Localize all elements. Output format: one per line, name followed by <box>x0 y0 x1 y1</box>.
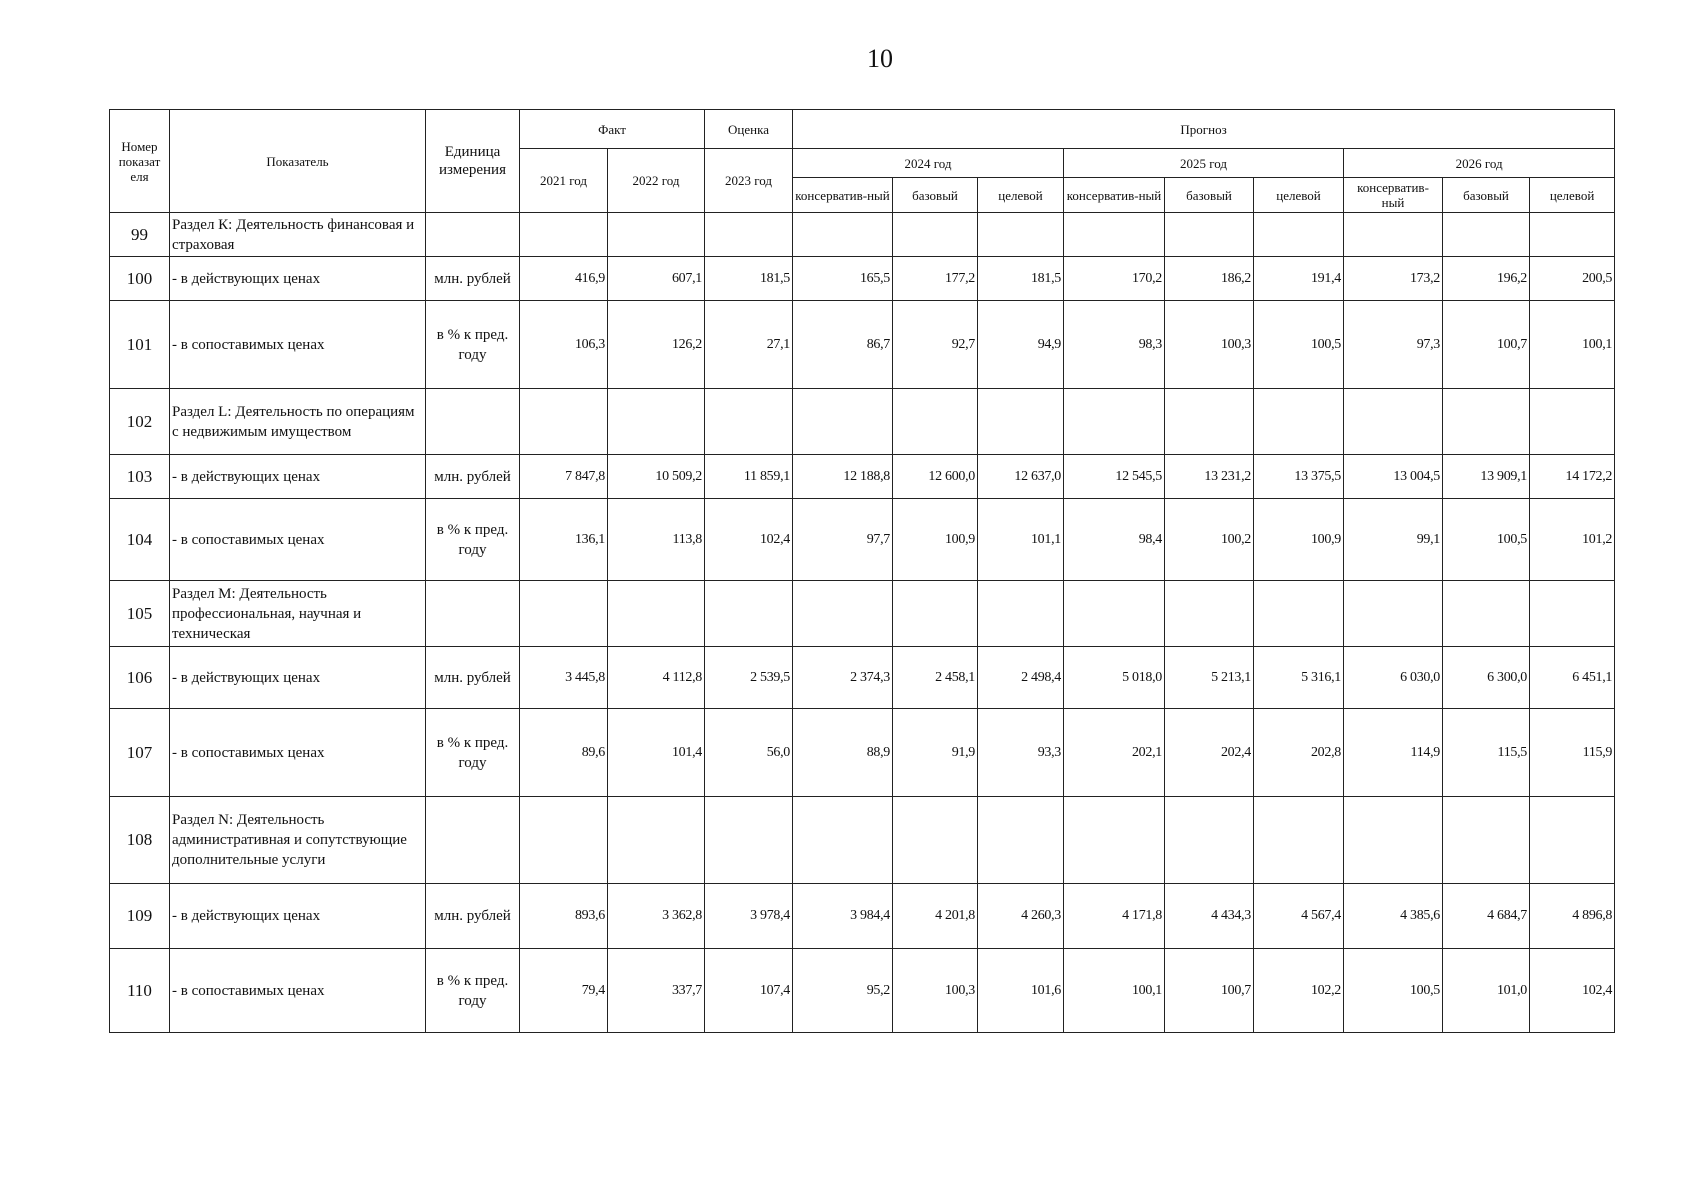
value-cell: 106,3 <box>520 301 608 389</box>
indicator-label: - в действующих ценах <box>170 884 426 949</box>
unit-cell <box>426 213 520 257</box>
value-cell: 181,5 <box>978 257 1064 301</box>
header-2024-target: целевой <box>978 178 1064 213</box>
value-cell: 97,3 <box>1344 301 1443 389</box>
value-cell <box>1530 389 1615 455</box>
value-cell: 56,0 <box>705 709 793 797</box>
table-row <box>110 647 1615 709</box>
unit-cell: в % к пред. году <box>426 499 520 581</box>
value-cell: 4 112,8 <box>608 647 705 709</box>
indicator-label: - в действующих ценах <box>170 257 426 301</box>
value-cell: 3 362,8 <box>608 884 705 949</box>
unit-cell <box>426 581 520 647</box>
row-number: 110 <box>110 949 170 1033</box>
value-cell: 100,7 <box>1443 301 1530 389</box>
unit-cell: млн. рублей <box>426 884 520 949</box>
forecast-table <box>109 109 1615 1033</box>
table-row <box>110 213 1615 257</box>
table-row <box>110 455 1615 499</box>
value-cell: 101,6 <box>978 949 1064 1033</box>
value-cell <box>520 581 608 647</box>
value-cell: 5 018,0 <box>1064 647 1165 709</box>
value-cell: 337,7 <box>608 949 705 1033</box>
value-cell <box>893 389 978 455</box>
unit-cell <box>426 797 520 884</box>
value-cell <box>705 581 793 647</box>
value-cell: 101,4 <box>608 709 705 797</box>
unit-cell: в % к пред. году <box>426 709 520 797</box>
row-number: 103 <box>110 455 170 499</box>
value-cell: 89,6 <box>520 709 608 797</box>
value-cell: 126,2 <box>608 301 705 389</box>
value-cell: 4 434,3 <box>1165 884 1254 949</box>
value-cell: 173,2 <box>1344 257 1443 301</box>
value-cell: 102,2 <box>1254 949 1344 1033</box>
row-number: 109 <box>110 884 170 949</box>
header-2024-base: базовый <box>893 178 978 213</box>
value-cell: 2 539,5 <box>705 647 793 709</box>
value-cell <box>1344 797 1443 884</box>
indicator-label: - в сопоставимых ценах <box>170 709 426 797</box>
value-cell: 14 172,2 <box>1530 455 1615 499</box>
indicator-label: Раздел К: Деятельность финансовая и страховая <box>170 213 426 257</box>
header-year-2021: 2021 год <box>520 149 608 213</box>
indicator-label: - в действующих ценах <box>170 647 426 709</box>
row-number: 108 <box>110 797 170 884</box>
row-number: 105 <box>110 581 170 647</box>
value-cell: 4 567,4 <box>1254 884 1344 949</box>
value-cell <box>893 213 978 257</box>
value-cell: 94,9 <box>978 301 1064 389</box>
value-cell <box>705 797 793 884</box>
header-2025-target: целевой <box>1254 178 1344 213</box>
value-cell: 100,9 <box>1254 499 1344 581</box>
value-cell: 177,2 <box>893 257 978 301</box>
value-cell: 202,1 <box>1064 709 1165 797</box>
value-cell: 88,9 <box>793 709 893 797</box>
unit-cell: в % к пред. году <box>426 949 520 1033</box>
value-cell: 607,1 <box>608 257 705 301</box>
value-cell: 92,7 <box>893 301 978 389</box>
value-cell: 13 375,5 <box>1254 455 1344 499</box>
value-cell: 4 684,7 <box>1443 884 1530 949</box>
indicator-label: - в действующих ценах <box>170 455 426 499</box>
value-cell: 100,3 <box>1165 301 1254 389</box>
value-cell: 10 509,2 <box>608 455 705 499</box>
value-cell <box>1344 213 1443 257</box>
value-cell <box>608 389 705 455</box>
value-cell: 4 385,6 <box>1344 884 1443 949</box>
value-cell <box>1165 213 1254 257</box>
value-cell: 79,4 <box>520 949 608 1033</box>
value-cell <box>1254 389 1344 455</box>
value-cell: 101,2 <box>1530 499 1615 581</box>
value-cell <box>978 213 1064 257</box>
value-cell: 13 231,2 <box>1165 455 1254 499</box>
value-cell: 12 600,0 <box>893 455 978 499</box>
value-cell: 5 316,1 <box>1254 647 1344 709</box>
value-cell <box>1443 389 1530 455</box>
value-cell: 186,2 <box>1165 257 1254 301</box>
unit-cell: млн. рублей <box>426 257 520 301</box>
header-year-2022: 2022 год <box>608 149 705 213</box>
row-number: 102 <box>110 389 170 455</box>
value-cell: 893,6 <box>520 884 608 949</box>
value-cell: 200,5 <box>1530 257 1615 301</box>
value-cell: 2 498,4 <box>978 647 1064 709</box>
indicator-label: - в сопоставимых ценах <box>170 499 426 581</box>
value-cell <box>1530 213 1615 257</box>
value-cell <box>520 389 608 455</box>
value-cell: 170,2 <box>1064 257 1165 301</box>
header-2025-conservative: консерватив-ный <box>1064 178 1165 213</box>
value-cell: 107,4 <box>705 949 793 1033</box>
header-indicator: Показатель <box>170 110 426 213</box>
row-number: 100 <box>110 257 170 301</box>
value-cell: 191,4 <box>1254 257 1344 301</box>
row-number: 107 <box>110 709 170 797</box>
unit-cell <box>426 389 520 455</box>
value-cell: 98,4 <box>1064 499 1165 581</box>
value-cell <box>793 581 893 647</box>
value-cell: 91,9 <box>893 709 978 797</box>
row-number: 106 <box>110 647 170 709</box>
header-unit: Единица измерения <box>426 110 520 213</box>
table-row <box>110 499 1615 581</box>
value-cell <box>1443 581 1530 647</box>
value-cell <box>1344 389 1443 455</box>
indicator-label: Раздел L: Деятельность по операциям с недвижимым имуществом <box>170 389 426 455</box>
value-cell: 4 896,8 <box>1530 884 1615 949</box>
value-cell <box>1344 581 1443 647</box>
value-cell <box>793 389 893 455</box>
value-cell <box>1254 213 1344 257</box>
value-cell: 2 458,1 <box>893 647 978 709</box>
value-cell: 86,7 <box>793 301 893 389</box>
value-cell: 6 030,0 <box>1344 647 1443 709</box>
value-cell <box>705 213 793 257</box>
value-cell: 12 545,5 <box>1064 455 1165 499</box>
value-cell: 115,9 <box>1530 709 1615 797</box>
value-cell: 5 213,1 <box>1165 647 1254 709</box>
header-year-2023: 2023 год <box>705 149 793 213</box>
value-cell: 95,2 <box>793 949 893 1033</box>
value-cell: 100,3 <box>893 949 978 1033</box>
value-cell: 101,1 <box>978 499 1064 581</box>
header-2026-target: целевой <box>1530 178 1615 213</box>
table-row <box>110 949 1615 1033</box>
value-cell <box>1165 581 1254 647</box>
value-cell <box>793 797 893 884</box>
value-cell: 4 171,8 <box>1064 884 1165 949</box>
unit-cell: в % к пред. году <box>426 301 520 389</box>
indicator-label: Раздел N: Деятельность административная и сопутствующие дополнительные услуги <box>170 797 426 884</box>
value-cell: 100,1 <box>1530 301 1615 389</box>
value-cell: 3 984,4 <box>793 884 893 949</box>
value-cell: 100,7 <box>1165 949 1254 1033</box>
value-cell <box>1530 797 1615 884</box>
value-cell: 202,8 <box>1254 709 1344 797</box>
header-number: Номер показат еля <box>110 110 170 213</box>
value-cell <box>608 213 705 257</box>
value-cell: 4 260,3 <box>978 884 1064 949</box>
value-cell: 100,2 <box>1165 499 1254 581</box>
value-cell <box>1064 389 1165 455</box>
value-cell: 100,5 <box>1254 301 1344 389</box>
header-fact: Факт <box>520 110 705 149</box>
table-row <box>110 581 1615 647</box>
value-cell: 100,9 <box>893 499 978 581</box>
row-number: 104 <box>110 499 170 581</box>
value-cell: 102,4 <box>705 499 793 581</box>
unit-cell: млн. рублей <box>426 647 520 709</box>
value-cell <box>1254 797 1344 884</box>
value-cell: 13 909,1 <box>1443 455 1530 499</box>
value-cell: 27,1 <box>705 301 793 389</box>
header-year-2024: 2024 год <box>793 149 1064 178</box>
value-cell <box>1443 213 1530 257</box>
header-2026-conservative: консерватив-ный <box>1344 178 1443 213</box>
value-cell: 196,2 <box>1443 257 1530 301</box>
header-2025-base: базовый <box>1165 178 1254 213</box>
table-row <box>110 257 1615 301</box>
value-cell: 98,3 <box>1064 301 1165 389</box>
table-row <box>110 797 1615 884</box>
value-cell <box>978 389 1064 455</box>
value-cell <box>978 797 1064 884</box>
value-cell: 100,1 <box>1064 949 1165 1033</box>
unit-cell: млн. рублей <box>426 455 520 499</box>
value-cell <box>1165 389 1254 455</box>
value-cell <box>1530 581 1615 647</box>
value-cell: 165,5 <box>793 257 893 301</box>
value-cell <box>793 213 893 257</box>
table-body <box>110 213 1615 1033</box>
value-cell: 13 004,5 <box>1344 455 1443 499</box>
value-cell <box>608 797 705 884</box>
value-cell: 114,9 <box>1344 709 1443 797</box>
value-cell: 7 847,8 <box>520 455 608 499</box>
table-row <box>110 301 1615 389</box>
value-cell: 3 445,8 <box>520 647 608 709</box>
header-2024-conservative: консерватив-ный <box>793 178 893 213</box>
header-2026-base: базовый <box>1443 178 1530 213</box>
value-cell <box>1064 213 1165 257</box>
value-cell <box>520 797 608 884</box>
value-cell: 102,4 <box>1530 949 1615 1033</box>
header-estimate: Оценка <box>705 110 793 149</box>
value-cell: 12 637,0 <box>978 455 1064 499</box>
value-cell <box>1254 581 1344 647</box>
value-cell: 100,5 <box>1443 499 1530 581</box>
table-row <box>110 389 1615 455</box>
value-cell: 136,1 <box>520 499 608 581</box>
row-number: 99 <box>110 213 170 257</box>
value-cell <box>1064 797 1165 884</box>
value-cell <box>520 213 608 257</box>
page-number: 10 <box>867 44 893 73</box>
value-cell: 115,5 <box>1443 709 1530 797</box>
header-forecast: Прогноз <box>793 110 1615 149</box>
value-cell: 416,9 <box>520 257 608 301</box>
header-year-2026: 2026 год <box>1344 149 1615 178</box>
value-cell: 2 374,3 <box>793 647 893 709</box>
value-cell: 6 451,1 <box>1530 647 1615 709</box>
value-cell: 181,5 <box>705 257 793 301</box>
value-cell: 12 188,8 <box>793 455 893 499</box>
value-cell: 99,1 <box>1344 499 1443 581</box>
value-cell <box>608 581 705 647</box>
indicator-label: - в сопоставимых ценах <box>170 949 426 1033</box>
value-cell: 202,4 <box>1165 709 1254 797</box>
value-cell: 4 201,8 <box>893 884 978 949</box>
value-cell: 3 978,4 <box>705 884 793 949</box>
value-cell: 100,5 <box>1344 949 1443 1033</box>
value-cell: 11 859,1 <box>705 455 793 499</box>
value-cell <box>893 581 978 647</box>
table-row <box>110 709 1615 797</box>
value-cell: 97,7 <box>793 499 893 581</box>
indicator-label: Раздел М: Деятельность профессиональная, научная и техническая <box>170 581 426 647</box>
value-cell: 6 300,0 <box>1443 647 1530 709</box>
value-cell <box>978 581 1064 647</box>
indicator-label: - в сопоставимых ценах <box>170 301 426 389</box>
value-cell <box>705 389 793 455</box>
value-cell: 93,3 <box>978 709 1064 797</box>
header-year-2025: 2025 год <box>1064 149 1344 178</box>
value-cell: 101,0 <box>1443 949 1530 1033</box>
value-cell <box>893 797 978 884</box>
value-cell <box>1064 581 1165 647</box>
value-cell: 113,8 <box>608 499 705 581</box>
value-cell <box>1443 797 1530 884</box>
row-number: 101 <box>110 301 170 389</box>
value-cell <box>1165 797 1254 884</box>
table-header <box>110 110 1615 213</box>
table-row <box>110 884 1615 949</box>
